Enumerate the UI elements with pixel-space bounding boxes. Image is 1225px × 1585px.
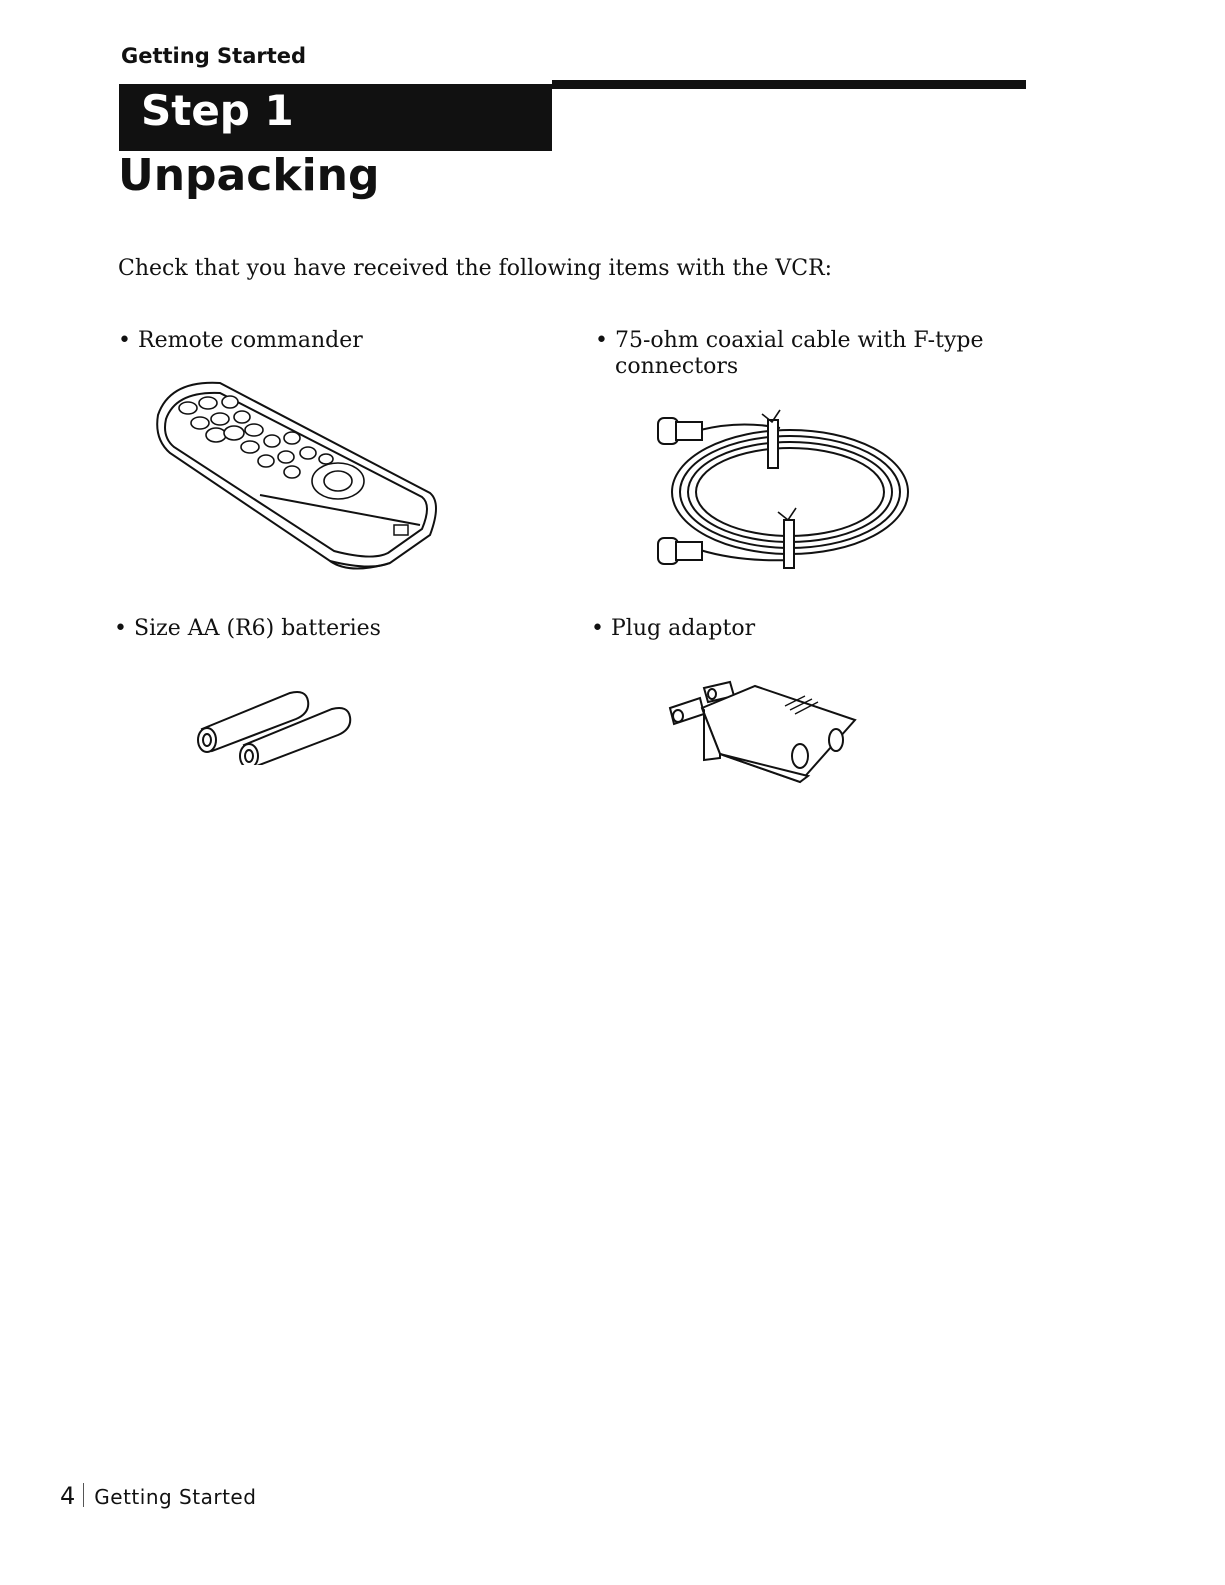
list-item-remote [118,328,363,354]
step-banner [119,84,552,151]
remote-commander-illustration [150,375,440,575]
item-label-coaxial-cable: 75-ohm coaxial cable with F-type connectors [615,328,984,379]
list-item-coaxial-cable [595,328,995,380]
page-footer [60,1482,256,1510]
bullet: • [595,328,608,353]
item-label-batteries: Size AA (R6) batteries [134,616,381,641]
item-label-plug-adaptor: Plug adaptor [611,616,756,641]
batteries-illustration [190,685,360,765]
step-label: Step 1 [141,86,294,135]
header-rule [552,80,1026,89]
bullet: • [114,616,127,641]
plug-adaptor-illustration [660,678,865,788]
bullet: • [118,328,131,353]
intro-text: Check that you have received the following items with the VCR: [118,256,833,281]
footer-section-label: Getting Started [94,1485,257,1509]
bullet: • [591,616,604,641]
section-label: Getting Started [121,44,307,68]
page-number: 4 [60,1482,76,1510]
item-label-remote: Remote commander [138,328,363,353]
list-item-batteries [114,616,381,642]
footer-divider [83,1483,84,1507]
list-item-plug-adaptor [591,616,756,642]
page-title: Unpacking [118,150,380,201]
coaxial-cable-illustration [650,400,915,575]
